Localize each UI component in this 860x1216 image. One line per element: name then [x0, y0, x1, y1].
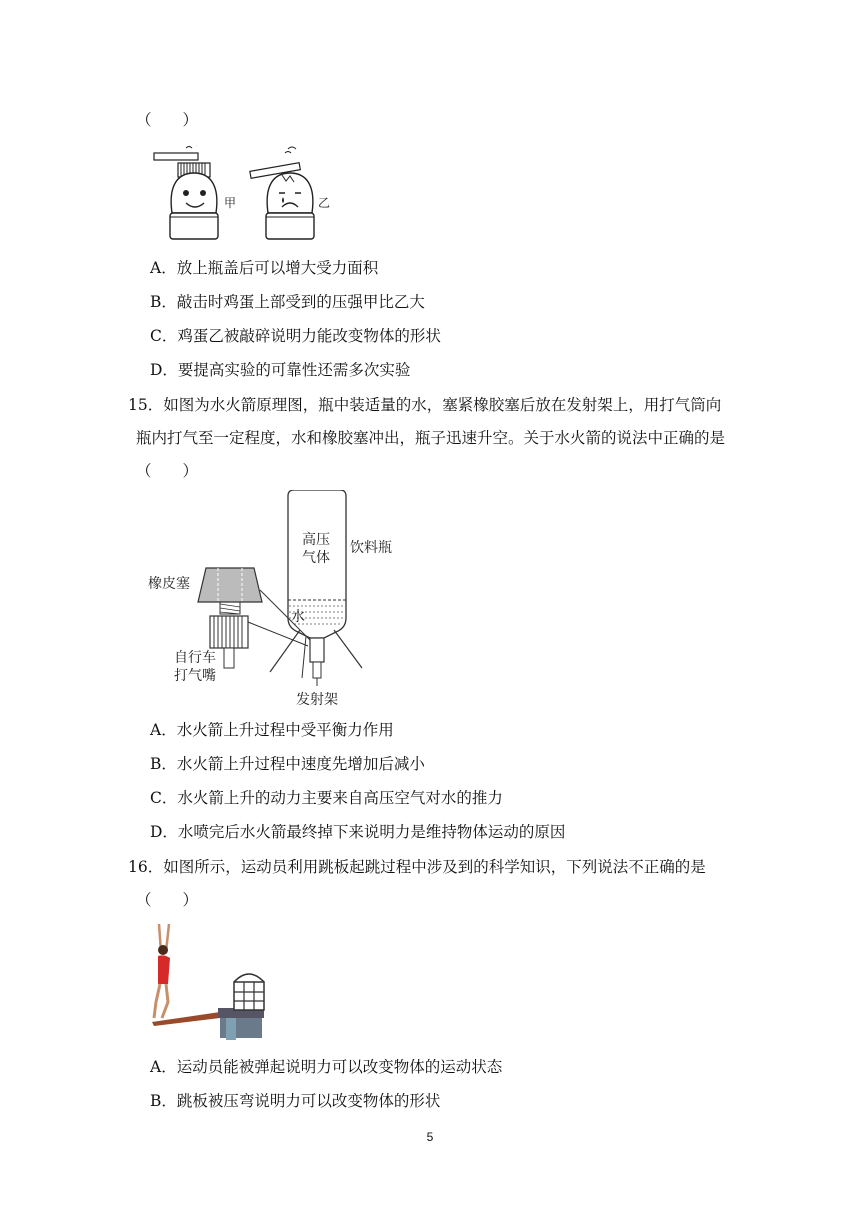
q14-option-b: B．敲击时鸡蛋上部受到的压强甲比乙大: [150, 293, 425, 311]
label-water: 水: [291, 609, 305, 625]
egg-yi: [250, 147, 330, 239]
label-yi: 乙: [318, 196, 331, 210]
q16-answer-paren: （ ）: [136, 891, 199, 909]
q16-stem: 16．如图所示，运动员利用跳板起跳过程中涉及到的科学知识，下列说法不正确的是: [128, 858, 706, 876]
q14-option-d: D．要提高实验的可靠性还需多次实验: [150, 361, 411, 379]
q15-water-rocket-figure: [148, 490, 408, 712]
q15-option-d: D．水喷完后水火箭最终掉下来说明力是维持物体运动的原因: [150, 823, 566, 841]
q15-stem-line2: 瓶内打气至一定程度，水和橡胶塞冲出，瓶子迅速升空。关于水火箭的说法中正确的是: [136, 429, 726, 447]
q15-option-b: B．水火箭上升过程中速度先增加后减小: [150, 755, 425, 773]
page-number: 5: [426, 1130, 434, 1144]
label-high-pressure-1: 高压: [302, 532, 330, 548]
q15-option-a: A．水火箭上升过程中受平衡力作用: [150, 721, 394, 739]
diver: [154, 924, 170, 1018]
label-bottle: 饮料瓶: [350, 540, 392, 556]
label-high-pressure-2: 气体: [302, 550, 330, 566]
q16-option-a: A．运动员能被弹起说明力可以改变物体的运动状态: [150, 1058, 503, 1076]
label-pump-2: 打气嘴: [174, 668, 216, 684]
label-pump-1: 自行车: [174, 650, 216, 666]
q14-egg-figure: [150, 145, 350, 245]
label-launcher: 发射架: [296, 692, 338, 708]
egg-jia: [154, 145, 236, 239]
q15-stem-line1: 15．如图为水火箭原理图，瓶中装适量的水，塞紧橡胶塞后放在发射架上，用打气筒向: [128, 396, 722, 414]
label-stopper: 橡皮塞: [148, 576, 190, 592]
q14-option-c: C．鸡蛋乙被敲碎说明力能改变物体的形状: [150, 327, 441, 345]
rubber-stopper: [198, 568, 262, 614]
label-jia: 甲: [224, 196, 237, 210]
q16-option-b: B．跳板被压弯说明力可以改变物体的形状: [150, 1092, 441, 1110]
q14-answer-paren: （ ）: [136, 111, 199, 129]
q15-answer-paren: （ ）: [136, 462, 199, 480]
q15-option-c: C．水火箭上升的动力主要来自高压空气对水的推力: [150, 789, 503, 807]
bottle: [288, 490, 346, 678]
q14-option-a: A．放上瓶盖后可以增大受力面积: [150, 259, 379, 277]
springboard: [152, 974, 264, 1040]
q16-diving-figure: [148, 922, 266, 1042]
